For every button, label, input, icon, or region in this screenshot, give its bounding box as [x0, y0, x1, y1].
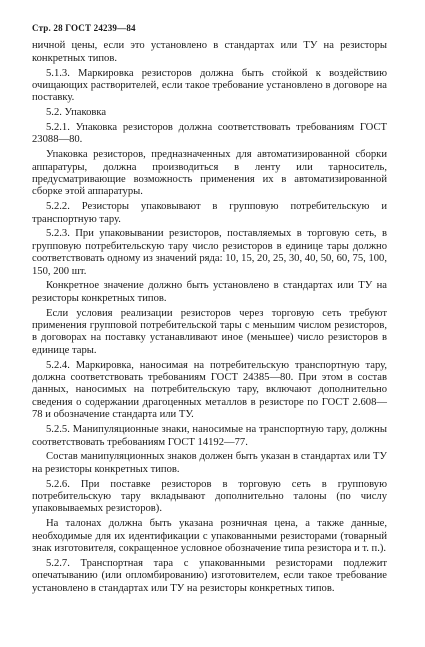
- paragraph: 5.2.5. Манипуляционные знаки, наносимые на транспортную тару, должны соответствовать требованиям ГОСТ 14192—77.: [32, 424, 387, 448]
- page-header: Стр. 28 ГОСТ 24239—84: [32, 23, 136, 33]
- paragraph: Конкретное значение должно быть установлено в стандартах или ТУ на резисторы конкретных типов.: [32, 280, 387, 304]
- paragraph: 5.2.2. Резисторы упаковывают в групповую потребительскую и транспортную тару.: [32, 201, 387, 225]
- paragraph: Если условия реализации резисторов через торговую сеть требуют применения групповой потребительской тары с меньшим числом резисторов, в договорах на поставку устанавливают иное (меньшее) число резисторов в единице тары.: [32, 307, 387, 356]
- paragraph: 5.2.4. Маркировка, наносимая на потребительскую транспортную тару, должна соответствовать требованиям ГОСТ 24385—80. При этом в состав данных, наносимых на потребительскую тару, включают дополнительно сведения о содержании драгоценных металлов в резисторе по ГОСТ 2.608—78 и обозначение стандарта или ТУ.: [32, 359, 387, 421]
- paragraph: Упаковка резисторов, предназначенных для автоматизированной сборки аппаратуры, должна производиться в ленту или тарноситель, предусматривающие возможность применения их в автоматизированной сборке этой аппаратуры.: [32, 149, 387, 198]
- paragraph: 5.2.3. При упаковывании резисторов, поставляемых в торговую сеть, в групповую потребительскую тару число резисторов в единице тары должно соответствовать одному из значений ряда: 10, 15, 20, 25, 30, 40, 50, 60, 75, 100, 150, 200 шт.: [32, 228, 387, 277]
- paragraph: Состав манипуляционных знаков должен быть указан в стандартах или ТУ на резисторы конкретных типов.: [32, 451, 387, 475]
- paragraph: 5.2.7. Транспортная тара с упакованными резисторами подлежит опечатыванию (или опломбированию) изготовителем, если такое требование установлено в стандартах или ТУ на резисторы конкретных типов.: [32, 557, 387, 594]
- paragraph: 5.2.1. Упаковка резисторов должна соответствовать требованиям ГОСТ 23088—80.: [32, 122, 387, 146]
- paragraph: ничной цены, если это установлено в стандартах или ТУ на резисторы конкретных типов.: [32, 40, 387, 64]
- paragraph: 5.2.6. При поставке резисторов в торговую сеть в групповую потребительскую тару вкладывают дополнительно талоны (по числу упаковываемых резисторов).: [32, 478, 387, 515]
- paragraph: 5.1.3. Маркировка резисторов должна быть стойкой к воздействию очищающих растворителей, если такое требование установлено в договоре на поставку.: [32, 67, 387, 104]
- section-heading: 5.2. Упаковка: [46, 107, 107, 119]
- paragraph: На талонах должна быть указана розничная цена, а также данные, необходимые для их идентификации с упакованными резисторами (товарный знак изготовителя, сокращенное условное обозначение типа резистора и т. п.).: [32, 518, 387, 554]
